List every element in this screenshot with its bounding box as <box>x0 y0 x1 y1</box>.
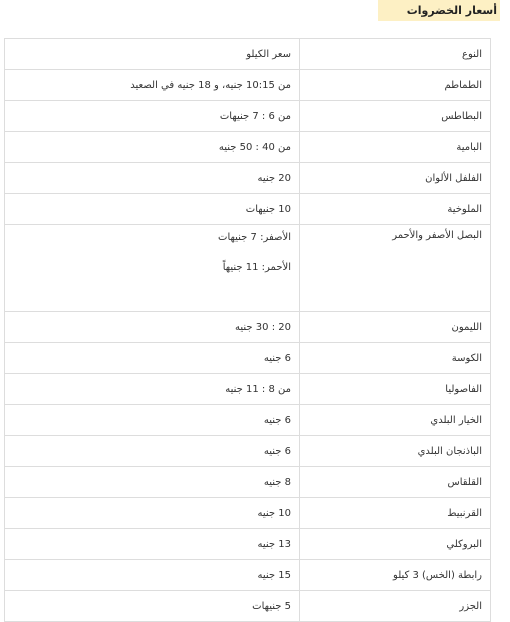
price-cell: 6 جنيه <box>5 343 300 374</box>
vegetable-name-cell: رابطة (الخس) 3 كيلو <box>300 560 491 591</box>
vegetable-name-cell: الكوسة <box>300 343 491 374</box>
table-row <box>5 529 491 560</box>
table-row <box>5 467 491 498</box>
section-heading-text: أسعار الخضروات <box>406 4 497 17</box>
price-cell: 13 جنيه <box>5 529 300 560</box>
vegetable-name-cell: البامية <box>300 132 491 163</box>
vegetable-name-cell: الفلفل الألوان <box>300 163 491 194</box>
table-row <box>5 312 491 343</box>
table-row <box>5 194 491 225</box>
section-heading <box>378 0 500 21</box>
price-cell: 6 جنيه <box>5 405 300 436</box>
vegetable-price-table <box>4 38 491 622</box>
vegetable-name-cell: البطاطس <box>300 101 491 132</box>
price-cell: 5 جنيهات <box>5 591 300 622</box>
header-type-cell: النوع <box>300 39 491 70</box>
price-table-body <box>5 39 491 622</box>
vegetable-name-cell: الملوخية <box>300 194 491 225</box>
table-row <box>5 225 491 312</box>
table-row <box>5 498 491 529</box>
price-line: الأصفر: 7 جنيهات <box>218 232 291 243</box>
vegetable-name-cell: الليمون <box>300 312 491 343</box>
price-cell: 20 جنيه <box>5 163 300 194</box>
price-cell: 15 جنيه <box>5 560 300 591</box>
price-cell: من 40 : 50 جنيه <box>5 132 300 163</box>
table-row <box>5 591 491 622</box>
vegetable-name-cell: الفاصوليا <box>300 374 491 405</box>
price-cell: 20 : 30 جنيه <box>5 312 300 343</box>
price-cell: 6 جنيه <box>5 436 300 467</box>
price-cell: من 8 : 11 جنيه <box>5 374 300 405</box>
vegetable-name-cell: الخيار البلدي <box>300 405 491 436</box>
table-row <box>5 374 491 405</box>
table-row <box>5 405 491 436</box>
vegetable-name-cell: الجزر <box>300 591 491 622</box>
vegetable-name-cell: البروكلي <box>300 529 491 560</box>
table-row <box>5 436 491 467</box>
table-row <box>5 132 491 163</box>
price-cell: 8 جنيه <box>5 467 300 498</box>
header-price-cell: سعر الكيلو <box>5 39 300 70</box>
price-line: الأحمر: 11 جنيهاً <box>222 262 291 273</box>
table-row <box>5 101 491 132</box>
price-cell: من 6 : 7 جنيهات <box>5 101 300 132</box>
price-cell: من 10:15 جنيه، و 18 جنيه في الصعيد <box>5 70 300 101</box>
vegetable-name-cell: الباذنجان البلدي <box>300 436 491 467</box>
table-row <box>5 560 491 591</box>
price-cell: 10 جنيهات <box>5 194 300 225</box>
vegetable-name-cell: القلقاس <box>300 467 491 498</box>
vegetable-name-cell: الطماطم <box>300 70 491 101</box>
vegetable-name-cell: القرنبيط <box>300 498 491 529</box>
table-row <box>5 163 491 194</box>
table-row <box>5 343 491 374</box>
table-row <box>5 70 491 101</box>
price-cell <box>5 225 300 312</box>
price-cell: 10 جنيه <box>5 498 300 529</box>
vegetable-name-cell: البصل الأصفر والأحمر <box>300 225 491 312</box>
table-header-row <box>5 39 491 70</box>
